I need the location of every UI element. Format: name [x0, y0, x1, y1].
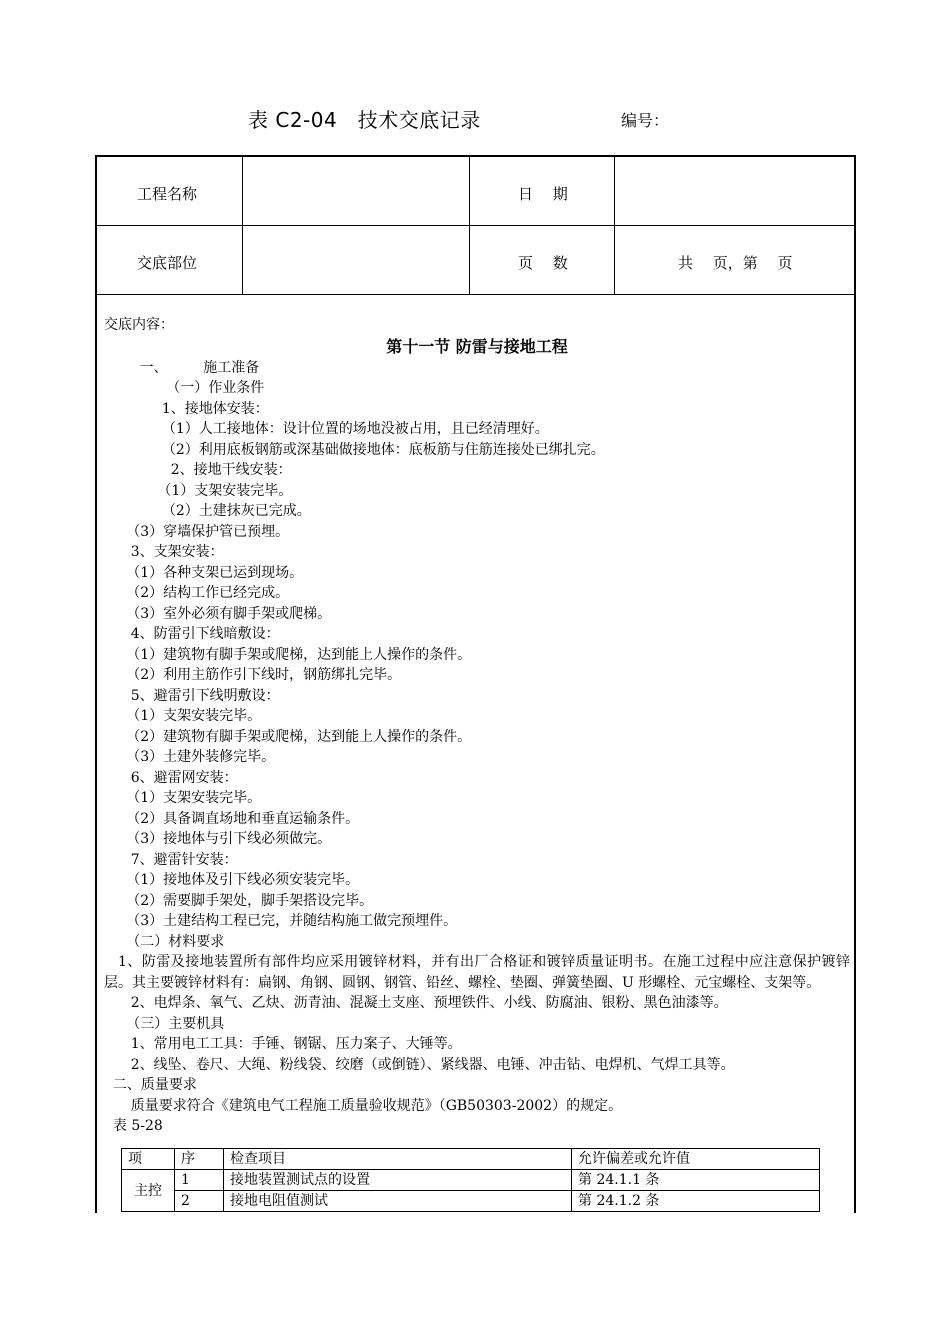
content-line: 1、接地体安装： [104, 400, 269, 417]
content-line: （二）材料要求 [104, 933, 225, 950]
content-line: （1）各种支架已运到现场。 [104, 564, 304, 581]
header-cell: 序 [175, 1149, 224, 1170]
content-line: （2）具备调直场地和垂直运输条件。 [104, 810, 360, 827]
table-header-row [122, 1149, 820, 1170]
content-label: 交底内容： [104, 317, 174, 333]
category-cell: 主控 [122, 1170, 175, 1212]
content-line: 2、电焊条、氧气、乙炔、沥青油、混凝土支座、预埋铁件、小线、防腐油、银粉、黑色油漆等。 [104, 995, 728, 1011]
seq-cell: 2 [175, 1191, 224, 1212]
content-line: 2、线坠、卷尺、大绳、粉线袋、绞磨（或倒链）、紧线器、电锤、冲击钻、电焊机、气焊工具等。 [104, 1056, 735, 1073]
divider [469, 157, 470, 294]
content-line: （1）支架安装完毕。 [104, 482, 293, 499]
section-title: 第十一节 防雷与接地工程 [386, 336, 568, 356]
content-lines-after [104, 993, 850, 1137]
content-line: （2）需要脚手架处，脚手架搭设完毕。 [104, 892, 374, 909]
form-number-label: 编号： [621, 111, 670, 130]
header-cell: 项 [122, 1149, 175, 1170]
content-line: 表 5-28 [104, 1118, 163, 1134]
content-line: （1）人工接地体：设计位置的场地没被占用，且已经清理好。 [104, 421, 549, 437]
content-line: （2）结构工作已经完成。 [104, 585, 290, 601]
content-line: （3）土建结构工程已完，并随结构施工做完预埋件。 [104, 913, 458, 929]
project-name-field[interactable] [250, 183, 460, 203]
content-line: （1）接地体及引下线必须安装完毕。 [104, 872, 360, 888]
quality-table [121, 1148, 820, 1212]
project-name-label: 工程名称 [137, 185, 198, 203]
content-line: （3）穿墙保护管已预埋。 [104, 523, 290, 540]
table-row [122, 1170, 820, 1191]
location-field[interactable] [250, 252, 460, 272]
content-line: 7、避雷针安装： [104, 851, 238, 868]
item-cell: 接地电阻值测试 [224, 1191, 572, 1212]
content-line: （1）支架安装完毕。 [104, 708, 262, 724]
header-cell: 检查项目 [224, 1149, 572, 1170]
form-title: 表 C2-04 技术交底记录 [248, 108, 481, 132]
content-line: 质量要求符合《建筑电气工程施工质量验收规范》（GB50303-2002）的规定。 [104, 1097, 623, 1114]
content-line: （3）土建外装修完毕。 [104, 749, 276, 765]
content-line: 一、 施工准备 [104, 359, 260, 376]
content-line: （2）利用主筋作引下线时，钢筋绑扎完毕。 [104, 667, 402, 683]
seq-cell: 1 [175, 1170, 224, 1191]
content-line: 二、质量要求 [104, 1077, 197, 1093]
item-cell: 接地装置测试点的设置 [224, 1170, 572, 1191]
value-cell: 第 24.1.2 条 [572, 1191, 820, 1212]
content-line: 1、常用电工工具：手锤、钢锯、压力案子、大锤等。 [104, 1036, 462, 1052]
pages-label: 页 数 [518, 254, 568, 272]
content-line: 6、避雷网安装： [104, 769, 238, 786]
content-lines [104, 358, 850, 953]
date-label: 日 期 [518, 185, 568, 203]
content-line: 3、支架安装： [104, 544, 224, 560]
content-line: （3）接地体与引下线必须做完。 [104, 831, 332, 847]
divider [614, 157, 615, 294]
date-field[interactable] [622, 183, 842, 203]
header-cell: 允许偏差或允许值 [572, 1149, 820, 1170]
disclosure-content [104, 315, 850, 1137]
divider [242, 157, 243, 294]
table-row [122, 1191, 820, 1212]
content-line: （三）主要机具 [104, 1015, 225, 1032]
content-line: 5、避雷引下线明敷设： [104, 687, 280, 704]
content-line: （一）作业条件 [104, 380, 265, 396]
content-line: 2、接地干线安装： [104, 462, 292, 478]
content-line: （2）建筑物有脚手架或爬梯，达到能上人操作的条件。 [104, 728, 472, 745]
divider [95, 294, 854, 295]
location-label: 交底部位 [137, 254, 198, 272]
divider [95, 225, 854, 226]
pages-value: 共 页，第 页 [678, 254, 793, 272]
content-line: （2）土建抹灰已完成。 [104, 503, 311, 519]
material-paragraph: 1、防雷及接地装置所有部件均应采用镀锌材料，并有出厂合格证和镀锌质量证明书。在施工过程中应注意保护镀锌层。其主要镀锌材料有：扁钢、角钢、圆钢、钢管、铅丝、螺栓、垫圈、弹簧垫圈、U 形螺栓、元宝螺栓、支架等。 [104, 954, 850, 991]
content-line: （1）支架安装完毕。 [104, 790, 262, 806]
value-cell: 第 24.1.1 条 [572, 1170, 820, 1191]
content-line: 4、防雷引下线暗敷设： [104, 626, 280, 642]
content-line: （3）室外必须有脚手架或爬梯。 [104, 605, 332, 622]
content-line: （2）利用底板钢筋或深基础做接地体：底板筋与住筋连接处已绑扎完。 [104, 441, 605, 458]
content-line: （1）建筑物有脚手架或爬梯，达到能上人操作的条件。 [104, 646, 472, 663]
